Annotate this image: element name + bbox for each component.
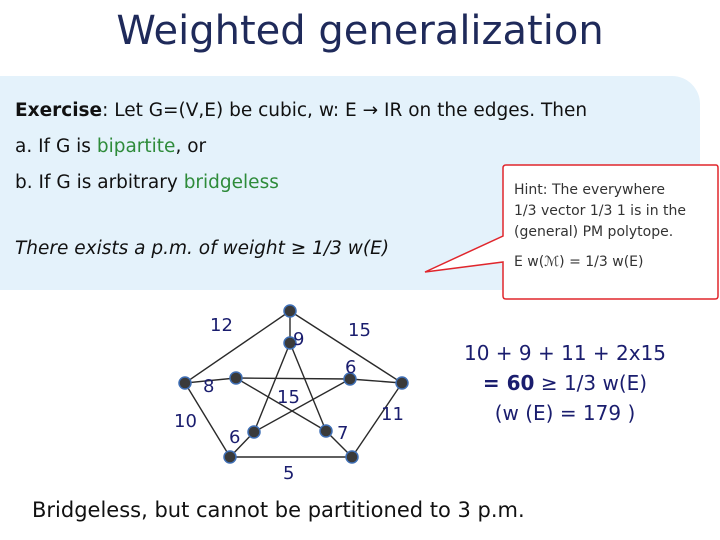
- conclusion-text: Bridgeless, but cannot be partitioned to 3 p.m.: [32, 498, 525, 522]
- case-b-term: bridgeless: [183, 172, 279, 193]
- weight-outer-bottom-left: 10: [174, 411, 197, 432]
- case-a-suffix: , or: [175, 136, 207, 157]
- vertex: [346, 451, 358, 463]
- vertex: [320, 425, 332, 437]
- vertex: [284, 305, 296, 317]
- edge-right-spoke: [350, 379, 402, 383]
- hint-line-1: Hint: The everywhere: [514, 182, 665, 198]
- weight-inner-left: 6: [229, 427, 241, 448]
- weight-right-spoke: 6: [345, 357, 357, 378]
- edge-inner-3: [236, 378, 350, 379]
- case-a-term: bipartite: [96, 136, 176, 157]
- weight-inner-right: 7: [337, 423, 349, 444]
- hint-line-3: (general) PM polytope.: [514, 224, 674, 240]
- vertex: [230, 372, 242, 384]
- weight-computation: [430, 338, 700, 428]
- hint-line-2: 1/3 vector 1/3 1 is in the: [514, 203, 686, 219]
- exercise-intro: : Let G=(V,E) be cubic, w: E → IR on the edges. Then: [102, 100, 588, 121]
- computation-line-2: [430, 368, 700, 398]
- edge-inner-5: [254, 379, 350, 432]
- computation-total: = 60: [482, 371, 535, 395]
- computation-line-3: (w (E) = 179 ): [494, 401, 636, 425]
- computation-bound: ≥ 1/3 w(E): [534, 371, 648, 395]
- exercise-label: Exercise: [15, 100, 103, 121]
- weight-inner-cross: 15: [277, 387, 300, 408]
- vertex: [224, 451, 236, 463]
- exercise-statement: There exists a p.m. of weight ≥ 1/3 w(E): [15, 238, 390, 259]
- case-b-prefix: b. If G is arbitrary: [15, 172, 184, 193]
- weight-left-spoke: 8: [203, 376, 215, 397]
- weight-bottom-spoke: 5: [283, 463, 295, 484]
- computation-line-1: 10 + 9 + 11 + 2x15: [463, 341, 667, 365]
- vertex: [396, 377, 408, 389]
- hint-line-4: E w(ℳ) = 1/3 w(E): [514, 254, 644, 270]
- weight-outer-left: 12: [210, 315, 233, 336]
- case-a-prefix: a. If G is: [15, 136, 97, 157]
- weight-top-spoke: 9: [293, 329, 305, 350]
- vertex: [248, 426, 260, 438]
- weight-outer-right: 15: [348, 320, 371, 341]
- slide-title: Weighted generalization: [116, 8, 604, 54]
- weight-outer-bottom-right: 11: [381, 404, 404, 425]
- vertex: [179, 377, 191, 389]
